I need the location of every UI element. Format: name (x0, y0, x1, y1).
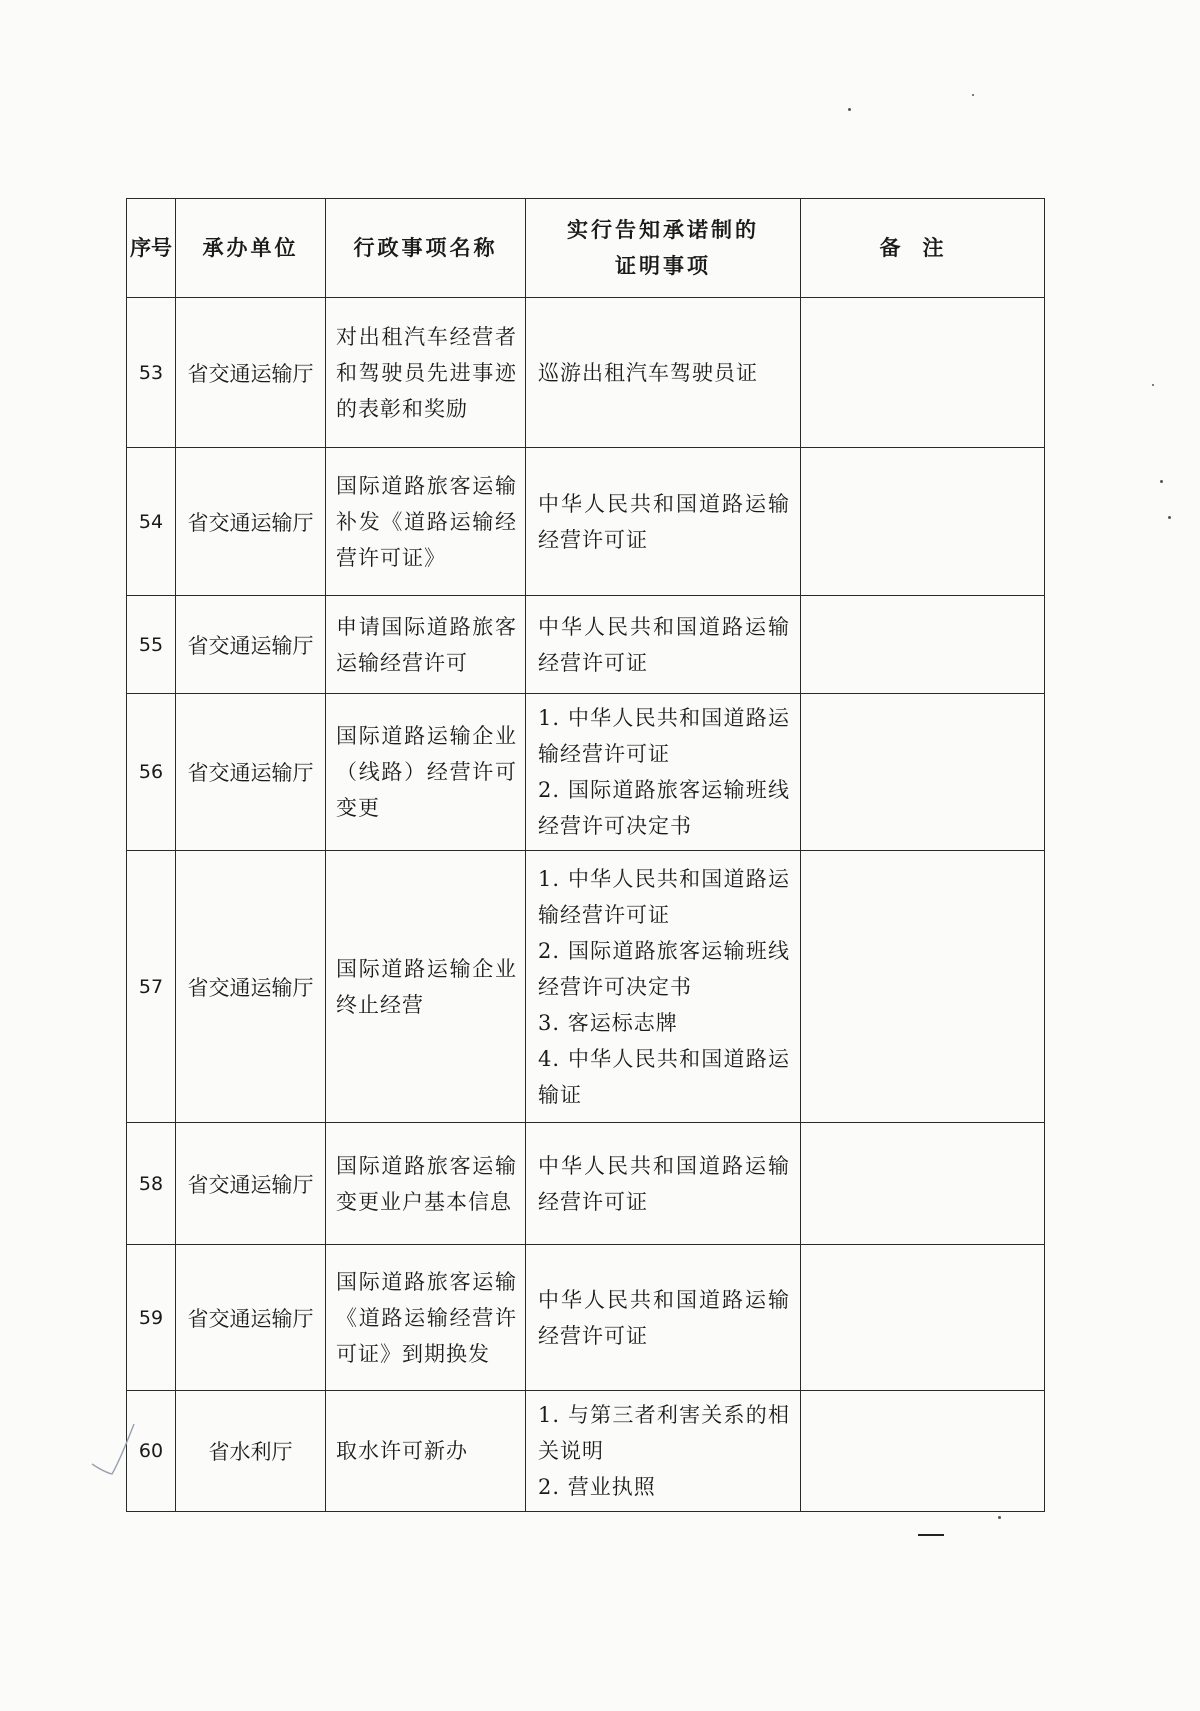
row-seq: 54 (127, 448, 176, 596)
row-item: 申请国际道路旅客运输经营许可 (326, 596, 526, 694)
row-item: 取水许可新办 (326, 1391, 526, 1512)
pencil-tick-mark (90, 1420, 136, 1480)
table-row (127, 448, 1045, 596)
row-unit: 省交通运输厅 (176, 694, 326, 851)
row-seq: 60 (127, 1391, 176, 1512)
row-seq: 56 (127, 694, 176, 851)
scan-speck (998, 1516, 1001, 1519)
table-row (127, 1391, 1045, 1512)
table-row (127, 694, 1045, 851)
header-cert-line2: 证明事项 (615, 254, 711, 278)
header-cert (526, 199, 801, 298)
row-note (801, 1123, 1045, 1245)
table-header-row (127, 199, 1045, 298)
page-number-dash (918, 1534, 944, 1536)
cert-line: 2. 国际道路旅客运输班线经营许可决定书 (538, 938, 790, 999)
scan-speck (1152, 384, 1154, 386)
row-seq: 58 (127, 1123, 176, 1245)
row-seq: 53 (127, 298, 176, 448)
row-cert (526, 1391, 801, 1512)
row-note (801, 448, 1045, 596)
header-unit: 承办单位 (176, 199, 326, 298)
table-row (127, 596, 1045, 694)
row-item: 国际道路旅客运输《道路运输经营许可证》到期换发 (326, 1245, 526, 1391)
row-seq: 59 (127, 1245, 176, 1391)
row-unit: 省交通运输厅 (176, 1245, 326, 1391)
cert-line: 中华人民共和国道路运输经营许可证 (538, 1153, 790, 1214)
row-note (801, 851, 1045, 1123)
table-row (127, 1245, 1045, 1391)
table-row (127, 851, 1045, 1123)
row-note (801, 1245, 1045, 1391)
header-cert-line1: 实行告知承诺制的 (567, 218, 759, 242)
table-row (127, 298, 1045, 448)
row-unit: 省交通运输厅 (176, 851, 326, 1123)
row-note (801, 694, 1045, 851)
row-note (801, 1391, 1045, 1512)
row-item: 对出租汽车经营者和驾驶员先进事迹的表彰和奖励 (326, 298, 526, 448)
certification-items-table (126, 198, 1045, 1512)
scan-speck (972, 94, 974, 96)
cert-line: 中华人民共和国道路运输经营许可证 (538, 1287, 790, 1348)
row-cert (526, 298, 801, 448)
table-row (127, 1123, 1045, 1245)
scan-speck (1160, 480, 1163, 483)
row-seq: 55 (127, 596, 176, 694)
row-cert (526, 851, 801, 1123)
row-note (801, 298, 1045, 448)
row-unit: 省交通运输厅 (176, 298, 326, 448)
header-item: 行政事项名称 (326, 199, 526, 298)
header-note: 备注 (801, 199, 1045, 298)
cert-line: 1. 中华人民共和国道路运输经营许可证 (538, 866, 790, 927)
row-cert (526, 1245, 801, 1391)
scan-speck (848, 108, 851, 111)
cert-line: 1. 中华人民共和国道路运输经营许可证 (538, 706, 790, 766)
row-item: 国际道路旅客运输变更业户基本信息 (326, 1123, 526, 1245)
row-item: 国际道路运输企业终止经营 (326, 851, 526, 1123)
row-note (801, 596, 1045, 694)
cert-line: 2. 国际道路旅客运输班线经营许可决定书 (538, 778, 790, 838)
row-cert (526, 694, 801, 851)
row-item: 国际道路运输企业（线路）经营许可变更 (326, 694, 526, 851)
document-table-container (126, 198, 1044, 1512)
row-item: 国际道路旅客运输补发《道路运输经营许可证》 (326, 448, 526, 596)
row-seq: 57 (127, 851, 176, 1123)
row-unit: 省交通运输厅 (176, 596, 326, 694)
cert-line: 1. 与第三者利害关系的相关说明 (538, 1403, 790, 1463)
cert-line: 中华人民共和国道路运输经营许可证 (538, 614, 790, 675)
cert-line: 3. 客运标志牌 (538, 1010, 678, 1035)
cert-line: 2. 营业执照 (538, 1475, 656, 1499)
row-cert (526, 1123, 801, 1245)
row-unit: 省交通运输厅 (176, 448, 326, 596)
row-unit: 省水利厅 (176, 1391, 326, 1512)
header-seq: 序号 (127, 199, 176, 298)
row-cert (526, 596, 801, 694)
cert-line: 4. 中华人民共和国道路运输证 (538, 1046, 790, 1107)
row-unit: 省交通运输厅 (176, 1123, 326, 1245)
scan-speck (1168, 516, 1171, 519)
cert-line: 巡游出租汽车驾驶员证 (538, 360, 758, 385)
row-cert (526, 448, 801, 596)
cert-line: 中华人民共和国道路运输经营许可证 (538, 491, 790, 552)
